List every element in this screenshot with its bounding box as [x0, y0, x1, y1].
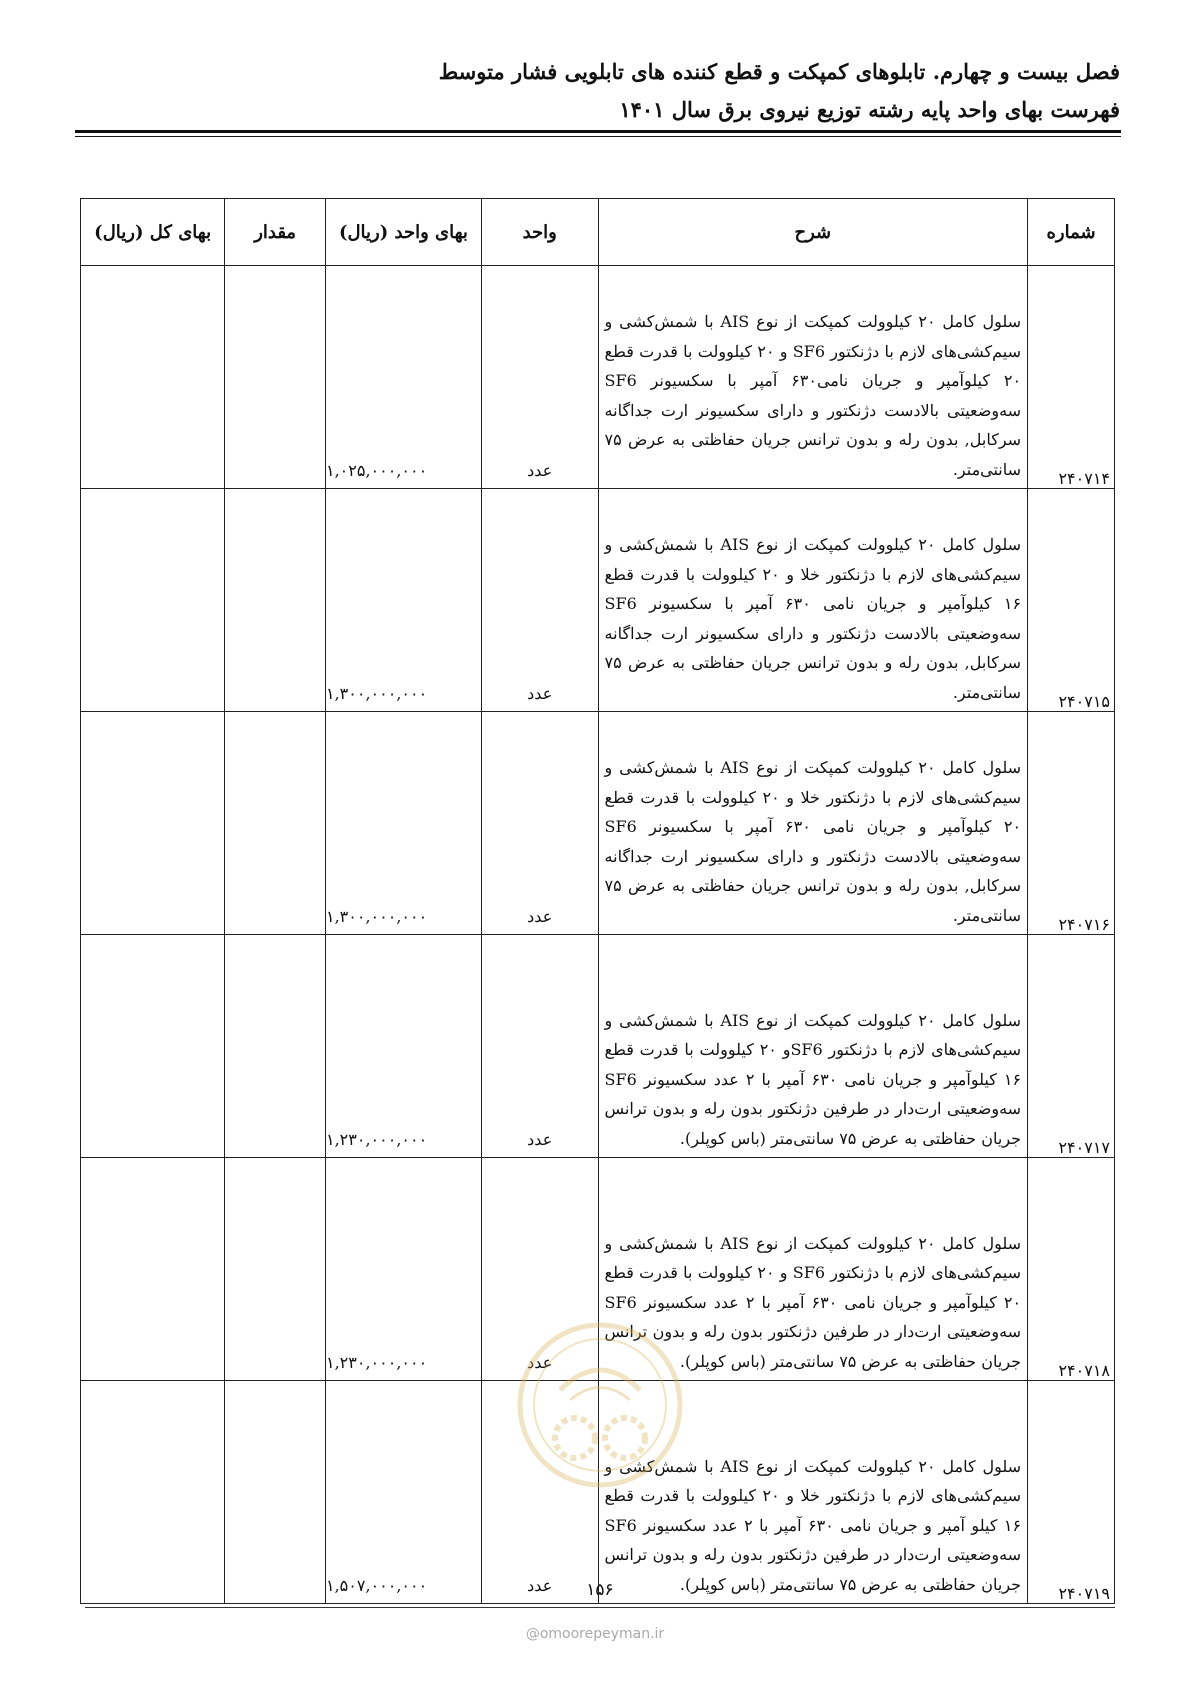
cell-quantity — [225, 935, 326, 1158]
cell-number: ۲۴۰۷۱۵ — [1028, 489, 1115, 712]
cell-description: سلول کامل ۲۰ کیلوولت کمپکت از نوع AIS با شمش‌کشی و سیم‌کشی‌های لازم با دژنکتور SF6 و ۲۰ کیلوولت با قدرت قطع ۲۰ کیلوآمپر و جریان نامی۶۳۰ آمپر با سکسیونر SF6 سه‌وضعیتی بالادست دژنکتور و دارای سکسیونر ارت جداگانه سرکابل, بدون رله و بدون ترانس جریان حفاظتی به عرض ۷۵ سانتی‌متر. — [598, 266, 1028, 489]
cell-unit-price: ۱,۳۰۰,۰۰۰,۰۰۰ — [326, 712, 482, 935]
cell-unit-price: ۱,۲۳۰,۰۰۰,۰۰۰ — [326, 935, 482, 1158]
cell-quantity — [225, 266, 326, 489]
header-rule-thin — [75, 136, 1121, 137]
cell-number: ۲۴۰۷۱۹ — [1028, 1381, 1115, 1604]
cell-unit: عدد — [481, 935, 598, 1158]
cell-number: ۲۴۰۷۱۴ — [1028, 266, 1115, 489]
footer-rule — [85, 1607, 1115, 1608]
cell-unit: عدد — [481, 712, 598, 935]
cell-quantity — [225, 1158, 326, 1381]
table-row — [81, 935, 1115, 1158]
cell-unit: عدد — [481, 266, 598, 489]
header-description: شرح — [598, 199, 1028, 266]
cell-total-price — [81, 1158, 225, 1381]
cell-unit-price: ۱,۰۲۵,۰۰۰,۰۰۰ — [326, 266, 482, 489]
header-quantity: مقدار — [225, 199, 326, 266]
cell-description: سلول کامل ۲۰ کیلوولت کمپکت از نوع AIS با شمش‌کشی و سیم‌کشی‌های لازم با دژنکتور خلا و ۲۰ کیلوولت با قدرت قطع ۲۰ کیلوآمپر و جریان نامی ۶۳۰ آمپر با سکسیونر SF6 سه‌وضعیتی بالادست دژنکتور و دارای سکسیونر ارت جداگانه سرکابل, بدون رله و بدون ترانس جریان حفاظتی به عرض ۷۵ سانتی‌متر. — [598, 712, 1028, 935]
list-title: فهرست بهای واحد پایه رشته توزیع نیروی برق سال ۱۴۰۱ — [619, 97, 1120, 122]
cell-description: سلول کامل ۲۰ کیلوولت کمپکت از نوع AIS با شمش‌کشی و سیم‌کشی‌های لازم با دژنکتور SF6 و ۲۰ کیلوولت با قدرت قطع ۲۰ کیلوآمپر و جریان نامی ۶۳۰ آمپر با ۲ عدد سکسیونر SF6 سه‌وضعیتی ارت‌دار در طرفین دژنکتور بدون رله و بدون ترانس جریان حفاظتی به عرض ۷۵ سانتی‌متر (باس کوپلر). — [598, 1158, 1028, 1381]
cell-unit: عدد — [481, 1381, 598, 1604]
header-unit-price: بهای واحد (ریال) — [326, 199, 482, 266]
price-table — [80, 198, 1115, 1604]
website-watermark: @omoorepeyman.ir — [525, 1626, 665, 1642]
cell-total-price — [81, 489, 225, 712]
page-header — [70, 52, 1120, 128]
cell-total-price — [81, 266, 225, 489]
table-row — [81, 1158, 1115, 1381]
cell-unit: عدد — [481, 1158, 598, 1381]
cell-description: سلول کامل ۲۰ کیلوولت کمپکت از نوع AIS با شمش‌کشی و سیم‌کشی‌های لازم با دژنکتور SF6و ۲۰ کیلوولت با قدرت قطع ۱۶ کیلوآمپر و جریان نامی ۶۳۰ آمپر با ۲ عدد سکسیونر SF6 سه‌وضعیتی ارت‌دار در طرفین دژنکتور بدون رله و بدون ترانس جریان حفاظتی به عرض ۷۵ سانتی‌متر (باس کوپلر). — [598, 935, 1028, 1158]
table-header-row — [81, 199, 1115, 266]
header-number: شماره — [1028, 199, 1115, 266]
chapter-title: فصل بیست و چهارم. تابلوهای کمپکت و قطع کننده های تابلویی فشار متوسط — [438, 59, 1120, 84]
page-number: ۱۵۶ — [586, 1580, 614, 1600]
header-rule-thick — [75, 130, 1121, 133]
cell-unit-price: ۱,۲۳۰,۰۰۰,۰۰۰ — [326, 1158, 482, 1381]
cell-unit: عدد — [481, 489, 598, 712]
cell-unit-price: ۱,۳۰۰,۰۰۰,۰۰۰ — [326, 489, 482, 712]
cell-description: سلول کامل ۲۰ کیلوولت کمپکت از نوع AIS با شمش‌کشی و سیم‌کشی‌های لازم با دژنکتور خلا و ۲۰ کیلوولت با قدرت قطع ۱۶ کیلوآمپر و جریان نامی ۶۳۰ آمپر با سکسیونر SF6 سه‌وضعیتی بالادست دژنکتور و دارای سکسیونر ارت جداگانه سرکابل, بدون رله و بدون ترانس جریان حفاظتی به عرض ۷۵ سانتی‌متر. — [598, 489, 1028, 712]
table-row — [81, 1381, 1115, 1604]
header-unit: واحد — [481, 199, 598, 266]
cell-unit-price: ۱,۵۰۷,۰۰۰,۰۰۰ — [326, 1381, 482, 1604]
cell-total-price — [81, 1381, 225, 1604]
cell-quantity — [225, 489, 326, 712]
cell-total-price — [81, 712, 225, 935]
table-row — [81, 266, 1115, 489]
cell-number: ۲۴۰۷۱۶ — [1028, 712, 1115, 935]
cell-quantity — [225, 712, 326, 935]
cell-number: ۲۴۰۷۱۷ — [1028, 935, 1115, 1158]
cell-total-price — [81, 935, 225, 1158]
table-row — [81, 489, 1115, 712]
cell-number: ۲۴۰۷۱۸ — [1028, 1158, 1115, 1381]
header-total-price: بهای کل (ریال) — [81, 199, 225, 266]
cell-quantity — [225, 1381, 326, 1604]
cell-description: سلول کامل ۲۰ کیلوولت کمپکت از نوع AIS با شمش‌کشی و سیم‌کشی‌های لازم با دژنکتور خلا و ۲۰ کیلوولت با قدرت قطع ۱۶ کیلو آمپر و جریان نامی ۶۳۰ آمپر با ۲ عدد سکسیونر SF6 سه‌وضعیتی ارت‌دار در طرفین دژنکتور بدون رله و بدون ترانس جریان حفاظتی به عرض ۷۵ سانتی‌متر (باس کوپلر). — [598, 1381, 1028, 1604]
table-row — [81, 712, 1115, 935]
